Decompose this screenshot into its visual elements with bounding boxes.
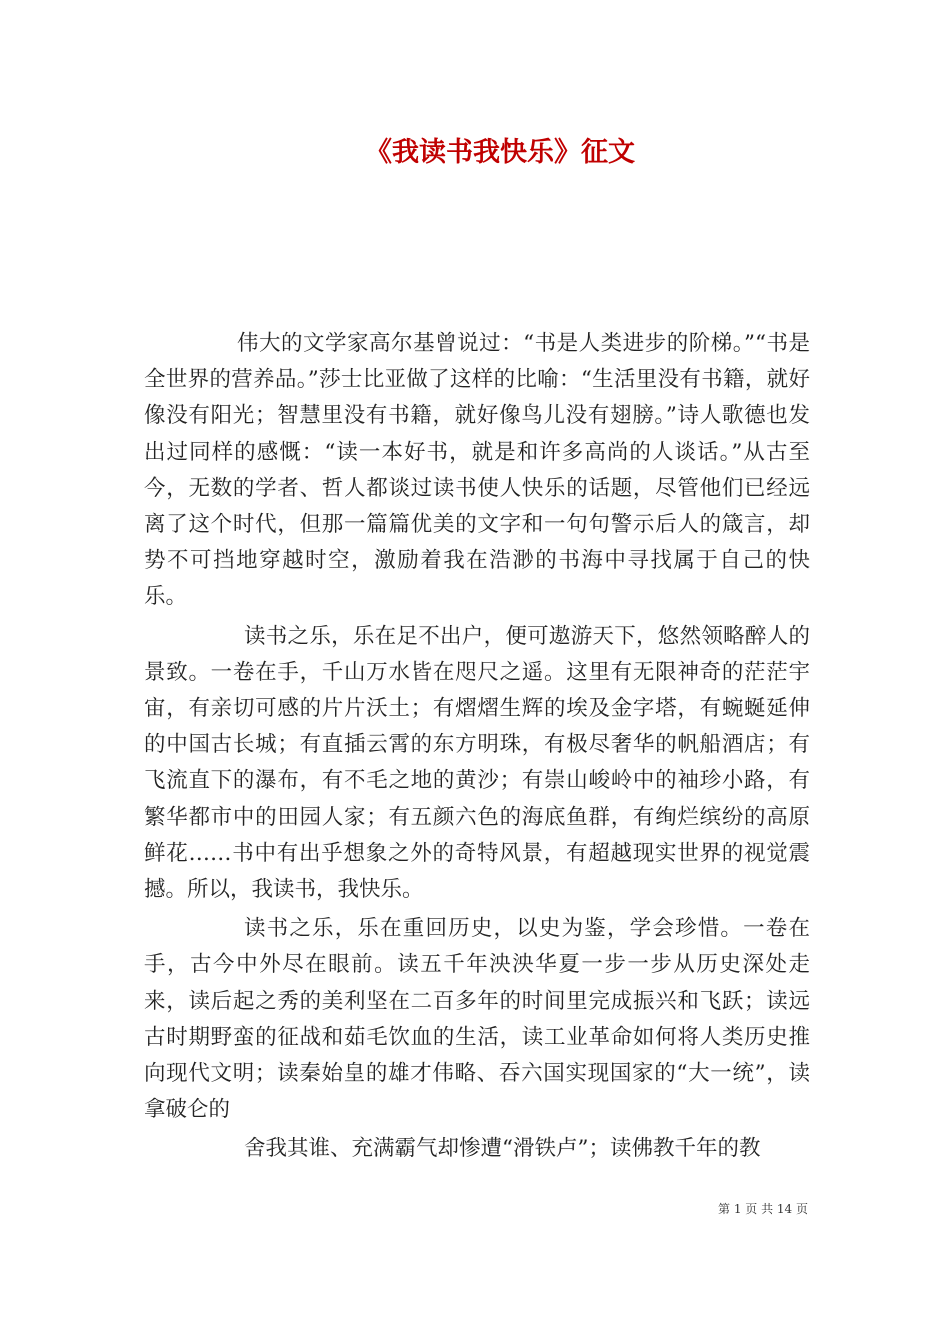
paragraph-4: 舍我其谁、充满霸气却惨遭“滑铁卢”；读佛教千年的教	[244, 1136, 761, 1162]
paragraph-2: 读书之乐，乐在足不出户，便可遨游天下，悠然领略醉人的景致。一卷在手，千山万水皆在咫尺之遥。这里有无限神奇的茫茫宇宙，有亲切可感的片片沃土；有熠熠生辉的埃及金字塔，有蜿蜒延伸的中国古长城；有直插云霄的东方明珠，有极尽奢华的帆船酒店；有飞流直下的瀑布，有不毛之地的黄沙；有崇山峻岭中的袖珍小路，有繁华都市中的田园人家；有五颜六色的海底鱼群，有绚烂缤纷的高原鲜花……书中有出乎想象之外的奇特风景，有超越现实世界的视觉震撼。所以，我读书，我快乐。	[144, 623, 810, 903]
paragraph-3: 读书之乐，乐在重回历史，以史为鉴，学会珍惜。一卷在手，古今中外尽在眼前。读五千年泱泱华夏一步一步从历史深处走来，读后起之秀的美利坚在二百多年的时间里完成振兴和飞跃；读远古时期野蛮的征战和茹毛饮血的生活，读工业革命如何将人类历史推向现代文明；读秦始皇的雄才伟略、吞六国实现国家的“大一统”，读拿破仑的	[144, 916, 810, 1123]
document-title: 《我读书我快乐》征文	[365, 137, 635, 168]
paragraph-1: 伟大的文学家高尔基曾说过：“书是人类进步的阶梯。”“书是全世界的营养品。”莎士比亚做了这样的比喻：“生活里没有书籍，就好像没有阳光；智慧里没有书籍，就好像鸟儿没有翅膀。”诗人歌德也发出过同样的感慨：“读一本好书，就是和许多高尚的人谈话。”从古至今，无数的学者、哲人都谈过读书使人快乐的话题，尽管他们已经远离了这个时代，但那一篇篇优美的文字和一句句警示后人的箴言，却势不可挡地穿越时空，激励着我在浩渺的书海中寻找属于自己的快乐。	[144, 331, 810, 610]
document-body	[144, 326, 810, 1168]
page-number: 第 1 页 共 14 页	[718, 1202, 808, 1216]
